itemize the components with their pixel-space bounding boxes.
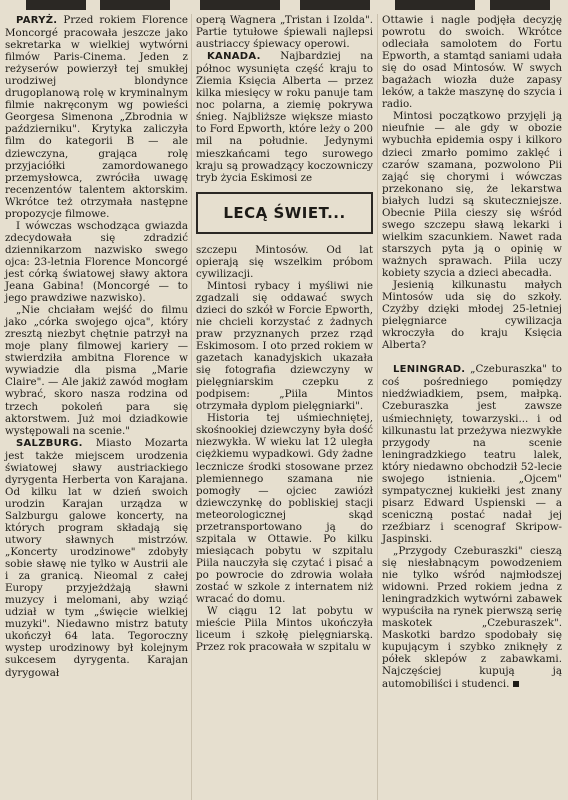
article-kanada-p1: KANADA. Najbardziej na północ wysunięta część kraju to Ziemia Księcia Alberta — przez kilka miesięcy w roku panuje tam noc polarna, a ziemię pokrywa śnieg. Najbliższe większe miasto to Ford Epworth, które leży o 200 mil na południe. Jedynymi mieszkańcami tego surowego kraju są prowadzący koczowniczy tryb życia Eskimosi ze	[196, 50, 373, 184]
masthead-strip	[0, 0, 568, 14]
end-of-article-square-icon	[513, 681, 519, 687]
article-kanada-p7: Jesienią kilkunastu małych Mintosów uda się do szkoły. Czyżby dzięki młodej 25-letniej pielęgniarce cywilizacja wkroczyła do kraju Księcia Alberta?	[382, 279, 562, 352]
headline-text: LECĄ ŚWIET...	[223, 203, 346, 222]
headline-box	[196, 192, 373, 234]
article-kanada-cont: Ottawie i nagle podjęła decyzję powrotu do swoich. Wkrótce odleciała samolotem do Fortu Epworth, a stamtąd saniami udała się do osad Mintosów. W swych bagażach wiozła duże zapasy leków, a także maszynę do szycia i radio.	[382, 14, 562, 111]
dateline-paryz: PARYŻ.	[16, 15, 58, 26]
article-salzburg-cont: operą Wagnera „Tristan i Izolda". Partie tytułowe śpiewali najlepsi austriaccy śpiewacy operowi.	[196, 14, 373, 51]
article-kanada-p4: Historia tej uśmiechniętej, skośnookiej dziewczyny była dość niezwykła. W wieku lat 12 uległa ciężkiemu wypadkowi. Gdy żadne lecznicze środki stosowane przez plemiennego szamana nie pomogły — ojciec zawiózł dziewczynkę do pobliskiej stacji meteorologicznej skąd przetransportowano ją do szpitala w Ottawie. Po kilku miesiącach pobytu w szpitalu Piila nauczyła się czytać i pisać a po powrocie do zdrowia wolała zostać w szkole z internatem niż wracać do domu.	[196, 412, 373, 606]
article-kanada-p6: Mintosi początkowo przyjęli ją nieufnie — ale gdy w obozie wybuchła epidemia ospy i kilkoro dzieci zmarło pomimo zaklęć i czarów szamana, pozwolono Pii zająć się chorymi i wówczas przekonano się, że lekarstwa białych ludzi są skuteczniejsze. Obecnie Piila cieszy się wśród swego szczepu sławą lekarki i wielkim szacunkiem. Nawet rada starszych pyta ją o opinię w ważnych sprawach. Piila uczy kobiety szycia a dzieci abecadła.	[382, 110, 562, 279]
masthead-block	[200, 0, 280, 10]
article-kanada-p3: Mintosi rybacy i myśliwi nie zgadzali się oddawać swych dzieci do szkół w Forcie Epworth, nie chcieli korzystać z żadnych praw przyznanych przez rząd Eskimosom. I oto przed rokiem w gazetach kanadyjskich ukazała się fotografia dziewczyny w pielęgniarskim czepku z podpisem: „Piila Mintos otrzymała dyplom pielęgniarki".	[196, 279, 373, 413]
column-3	[382, 14, 562, 690]
masthead-block	[26, 0, 86, 10]
article-leningrad-p2: „Przygody Czeburaszki" cieszą się niesłabnącym powodzeniem nie tylko wśród najmłodszej widowni. Przed rokiem jedna z leningradzkich wytwórni zabawek wypuściła na rynek pierwszą serię maskotek „Czeburaszek". Maskotki bardzo spodobały się kupującym i szybko zniknęły z półek sklepów z zabawkami. Najczęściej kupują ją automobiliści i studenci.	[382, 545, 562, 690]
masthead-block	[490, 0, 550, 10]
article-paryz-p1: PARYŻ. Przed rokiem Florence Moncorgé pracowała jeszcze jako sekretarka w wielkiej wytwórni filmów Paris-Cinema. Jeden z reżyserów powierzył tej smukłej urodziwej blondynce drugoplanową rolę w kryminalnym filmie nakręconym wg powieści Georgesa Simenona „Zbrodnia w październiku". Krytyka zaliczyła film do kategorii B — ale dziewczyna, grająca rolę przyjaciółki zamordowanego przemysłowca, zwróciła uwagę recenzentów talentem aktorskim. Wkrótce też otrzymała następne propozycje filmowe.	[5, 14, 188, 220]
masthead-block	[300, 0, 370, 10]
column-rule	[191, 14, 192, 800]
article-salzburg-p1: SALZBURG. Miasto Mozarta jest także miejscem urodzenia światowej sławy austriackiego dyrygenta Herberta von Karajana. Od kilku lat w dzień swoich urodzin Karajan urządza w Salzburgu galowe koncerty, na których program składają się utwory sławnych mistrzów. „Koncerty urodzinowe" zdobyły sobie sławę nie tylko w Austrii ale i za granicą. Nieomal z całej Europy przyjeżdżają sławni muzycy i melomani, aby wziąć udział w tym „święcie wielkiej muzyki". Niedawno mistrz batuty ukończył 64 lata. Tegoroczny wystep urodzinowy był kolejnym sukcesem dyrygenta. Karajan dyrygował	[5, 436, 188, 679]
masthead-block	[100, 0, 170, 10]
article-kanada-p2: szczepu Mintosów. Od lat opierają się wszelkim próbom cywilizacji.	[196, 243, 373, 280]
dateline-kanada: KANADA.	[207, 51, 261, 63]
column-rule	[377, 14, 378, 800]
column-1	[5, 14, 188, 679]
masthead-block	[395, 0, 475, 10]
article-kanada-p5: W ciągu 12 lat pobytu w mieście Piila Mintos ukończyła liceum i szkołę pielęgniarską. Przez rok pracowała w szpitalu w	[196, 605, 373, 654]
article-paryz-p2: I wówczas wschodząca gwiazda zdecydowała się zdradzić dziennikarzom nazwisko swego ojca: 23-letnia Florence Moncorgé jest córką światowej sławy aktora Jeana Gabina! (Moncorgé — to jego prawdziwe nazwisko).	[5, 219, 188, 305]
column-2	[196, 14, 373, 653]
dateline-salzburg: SALZBURG.	[16, 437, 83, 449]
dateline-leningrad: LENINGRAD.	[393, 364, 466, 376]
article-paryz-p3: „Nie chciałam wejść do filmu jako „córka swojego ojca", który zresztą niezbyt chętnie patrzył na moje plany filmowej kariery — stwierdziła ambitna Florence w wywiadzie dla pisma „Marie Claire". — Ale jakiż zawód mogłam wybrać, skoro nasza rodzina od trzech pokoleń para się aktorstwem. Już moi dziadkowie występowali na scenie."	[5, 304, 188, 437]
article-leningrad-p1: LENINGRAD. „Czeburaszka" to coś pośredniego pomiędzy niedźwiadkiem, psem, małpką. Czeburaszka jest zawsze uśmiechnięty, towarzyski... i od kilkunastu lat przeżywa niezwykłe przygody na scenie leningradzkiego teatru lalek, który niedawno obchodził 52-lecie swojego istnienia. „Ojcem" sympatycznej kukiełki jest znany pisarz Edward Uspienski — a sceniczną postać nadał jej rzeźbiarz i scenograf Skripow-Jaspinski.	[382, 363, 562, 545]
